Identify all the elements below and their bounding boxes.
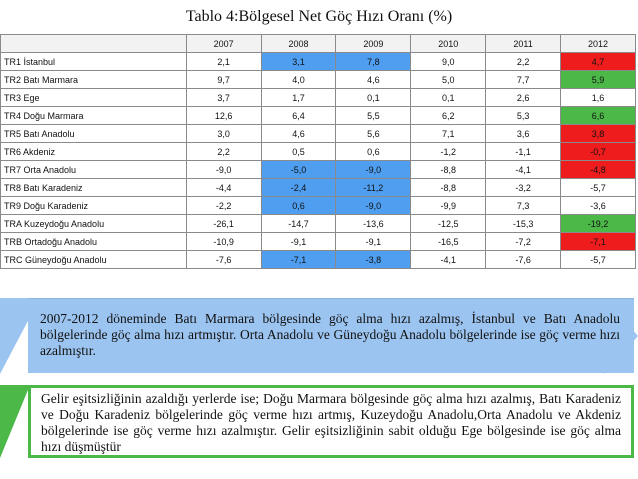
rate-cell: 0,1 <box>411 89 486 107</box>
table-row <box>1 53 636 71</box>
table-row <box>1 71 636 89</box>
rate-cell: -9,0 <box>336 161 411 179</box>
year-header: 2011 <box>486 35 561 53</box>
year-header: 2012 <box>561 35 636 53</box>
rate-cell: -8,8 <box>411 179 486 197</box>
rate-cell: 4,7 <box>561 53 636 71</box>
region-header <box>1 35 187 53</box>
rate-cell: 6,2 <box>411 107 486 125</box>
summary-text-box: 2007-2012 döneminde Batı Marmara bölgesinde göç alma hızı azalmış, İstanbul ve Batı Anadolu bölgelerinde göç alma hızı artmıştır. Orta Anadolu ve Güneydoğu Anadolu bölgelerinde ise göç verme hızı azalmıştır. <box>28 298 634 373</box>
table-row <box>1 89 636 107</box>
rate-cell: 1,7 <box>261 89 336 107</box>
rate-cell: -7,1 <box>561 233 636 251</box>
rate-cell: -16,5 <box>411 233 486 251</box>
rate-cell: 12,6 <box>186 107 261 125</box>
rate-cell: -10,9 <box>186 233 261 251</box>
rate-cell: 5,6 <box>336 125 411 143</box>
rate-cell: 9,7 <box>186 71 261 89</box>
rate-cell: 7,1 <box>411 125 486 143</box>
region-name: TR5 Batı Anadolu <box>1 125 187 143</box>
rate-cell: -7,6 <box>486 251 561 269</box>
rate-cell: -5,7 <box>561 251 636 269</box>
rate-cell: -19,2 <box>561 215 636 233</box>
rate-cell: -11,2 <box>336 179 411 197</box>
rate-cell: -13,6 <box>336 215 411 233</box>
rate-cell: -14,7 <box>261 215 336 233</box>
rate-cell: 9,0 <box>411 53 486 71</box>
rate-cell: 4,6 <box>336 71 411 89</box>
rate-cell: -8,8 <box>411 161 486 179</box>
left-arrow-decoration-green <box>0 385 30 458</box>
region-name: TR1 İstanbul <box>1 53 187 71</box>
rate-cell: 7,7 <box>486 71 561 89</box>
table-row <box>1 179 636 197</box>
table-row <box>1 161 636 179</box>
rate-cell: -0,7 <box>561 143 636 161</box>
year-header: 2007 <box>186 35 261 53</box>
rate-cell: 3,1 <box>261 53 336 71</box>
rate-cell: 5,5 <box>336 107 411 125</box>
rate-cell: -3,2 <box>486 179 561 197</box>
table-row <box>1 251 636 269</box>
rate-cell: -9,1 <box>336 233 411 251</box>
rate-cell: 0,5 <box>261 143 336 161</box>
rate-cell: 3,8 <box>561 125 636 143</box>
rate-cell: 3,7 <box>186 89 261 107</box>
table-row <box>1 125 636 143</box>
rate-cell: -2,2 <box>186 197 261 215</box>
rate-cell: -15,3 <box>486 215 561 233</box>
rate-cell: -3,8 <box>336 251 411 269</box>
region-name: TR6 Akdeniz <box>1 143 187 161</box>
region-name: TRC Güneydoğu Anadolu <box>1 251 187 269</box>
region-name: TRB Ortadoğu Anadolu <box>1 233 187 251</box>
rate-cell: -7,6 <box>186 251 261 269</box>
rate-cell: -2,4 <box>261 179 336 197</box>
rate-cell: 3,0 <box>186 125 261 143</box>
table-header-row <box>1 35 636 53</box>
rate-cell: -9,0 <box>186 161 261 179</box>
rate-cell: 2,1 <box>186 53 261 71</box>
rate-cell: -4,4 <box>186 179 261 197</box>
region-name: TR9 Doğu Karadeniz <box>1 197 187 215</box>
table-row <box>1 233 636 251</box>
rate-cell: 4,6 <box>261 125 336 143</box>
rate-cell: -7,1 <box>261 251 336 269</box>
region-name: TR7 Orta Anadolu <box>1 161 187 179</box>
migration-rate-table <box>0 34 636 269</box>
rate-cell: 7,8 <box>336 53 411 71</box>
rate-cell: -1,1 <box>486 143 561 161</box>
rate-cell: 2,6 <box>486 89 561 107</box>
table-row <box>1 197 636 215</box>
rate-cell: 3,6 <box>486 125 561 143</box>
year-header: 2009 <box>336 35 411 53</box>
rate-cell: 6,4 <box>261 107 336 125</box>
rate-cell: 0,6 <box>261 197 336 215</box>
income-inequality-text-box: Gelir eşitsizliğinin azaldığı yerlerde ise; Doğu Marmara bölgesinde göç alma hızı azalmış, Batı Karadeniz ve Doğu Karadeniz bölgelerinde göç verme hızı artmış, Kuzeydoğu Anadolu,Orta Anadolu ve Akdeniz bölgelerinde ise göç verme hızı azalmıştır. Gelir eşitsizliğinin sabit olduğu Ege bölgesinde ise göç alma hızı düşmüştür <box>28 385 634 458</box>
rate-cell: 0,6 <box>336 143 411 161</box>
table-row <box>1 143 636 161</box>
rate-cell: -3,6 <box>561 197 636 215</box>
region-name: TR2 Batı Marmara <box>1 71 187 89</box>
region-name: TRA Kuzeydoğu Anadolu <box>1 215 187 233</box>
year-header: 2010 <box>411 35 486 53</box>
rate-cell: 5,9 <box>561 71 636 89</box>
rate-cell: -4,8 <box>561 161 636 179</box>
rate-cell: -9,9 <box>411 197 486 215</box>
rate-cell: 5,3 <box>486 107 561 125</box>
rate-cell: -9,0 <box>336 197 411 215</box>
rate-cell: -1,2 <box>411 143 486 161</box>
year-header: 2008 <box>261 35 336 53</box>
rate-cell: -9,1 <box>261 233 336 251</box>
table-row <box>1 107 636 125</box>
table-row <box>1 215 636 233</box>
rate-cell: -4,1 <box>411 251 486 269</box>
rate-cell: -26,1 <box>186 215 261 233</box>
rate-cell: -12,5 <box>411 215 486 233</box>
rate-cell: 4,0 <box>261 71 336 89</box>
rate-cell: 5,0 <box>411 71 486 89</box>
rate-cell: -5,7 <box>561 179 636 197</box>
rate-cell: 0,1 <box>336 89 411 107</box>
rate-cell: -5,0 <box>261 161 336 179</box>
region-name: TR3 Ege <box>1 89 187 107</box>
rate-cell: 2,2 <box>186 143 261 161</box>
rate-cell: -7,2 <box>486 233 561 251</box>
rate-cell: 7,3 <box>486 197 561 215</box>
rate-cell: 6,6 <box>561 107 636 125</box>
table-title: Tablo 4:Bölgesel Net Göç Hızı Oranı (%) <box>185 8 453 25</box>
rate-cell: -4,1 <box>486 161 561 179</box>
rate-cell: 1,6 <box>561 89 636 107</box>
region-name: TR8 Batı Karadeniz <box>1 179 187 197</box>
rate-cell: 2,2 <box>486 53 561 71</box>
region-name: TR4 Doğu Marmara <box>1 107 187 125</box>
